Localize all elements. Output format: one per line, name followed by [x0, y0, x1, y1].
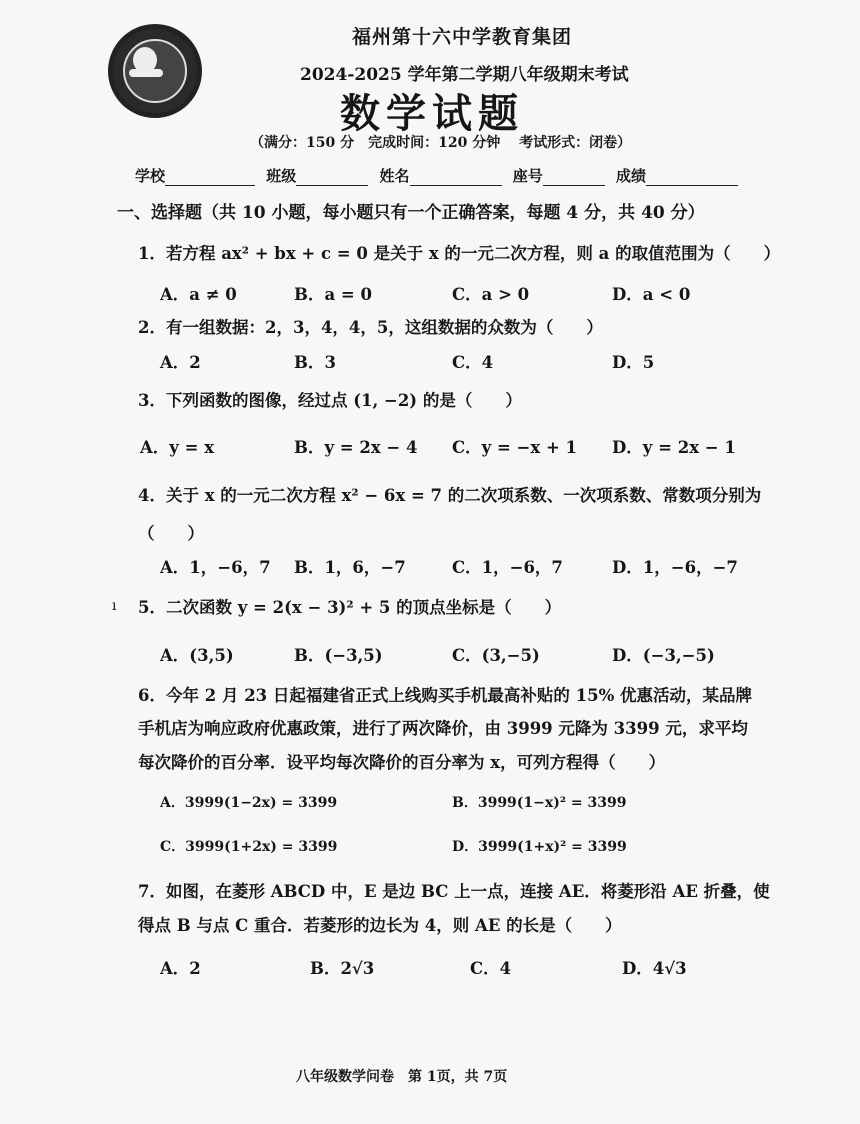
question-1-option-c: C．a > 0 [452, 285, 530, 304]
question-1-option-b: B．a = 0 [294, 285, 372, 304]
question-6-stem: 6．今年 2 月 23 日起福建省正式上线购买手机最高补贴的 15% 优惠活动，某品牌 [138, 686, 753, 705]
question-2-option-b: B．3 [294, 353, 336, 372]
seat-blank[interactable] [543, 171, 605, 186]
question-4-stem: 4．关于 x 的一元二次方程 x² − 6x = 7 的二次项系数、一次项系数、常数项分别为 [138, 486, 762, 505]
question-4-option-d: D．1，−6，−7 [612, 558, 738, 577]
margin-mark: ı [112, 598, 117, 614]
student-info-row [135, 165, 744, 186]
name-blank[interactable] [410, 171, 502, 186]
question-7-option-d: D．4√3 [622, 959, 687, 978]
school-blank[interactable] [165, 171, 255, 186]
name-label: 姓名 [379, 167, 410, 185]
question-1-stem: 1．若方程 ax² + bx + c = 0 是关于 x 的一元二次方程，则 a 的取值范围为（ ） [138, 244, 781, 263]
question-4-option-a: A．1，−6，7 [160, 558, 271, 577]
question-5-option-c: C．(3,−5) [452, 646, 540, 665]
question-7-stem-line-2: 得点 B 与点 C 重合．若菱形的边长为 4，则 AE 的长是（ ） [138, 916, 622, 935]
seat-label: 座号 [512, 167, 543, 185]
class-label: 班级 [266, 167, 297, 185]
question-6-stem-line-3: 每次降价的百分率．设平均每次降价的百分率为 x，可列方程得（ ） [138, 753, 666, 772]
school-label: 学校 [135, 167, 166, 185]
question-5-stem: 5．二次函数 y = 2(x − 3)² + 5 的顶点坐标是（ ） [138, 598, 562, 617]
question-4-stem-line-2: （ ） [138, 524, 204, 543]
question-5-option-d: D．(−3,−5) [612, 646, 715, 665]
question-7-option-c: C．4 [470, 959, 512, 978]
question-2-option-a: A．2 [160, 353, 201, 372]
question-5-option-b: B．(−3,5) [294, 646, 383, 665]
question-4-option-b: B．1，6，−7 [294, 558, 406, 577]
exam-name: 2024-2025 学年第二学期八年级期末考试 [300, 65, 629, 85]
school-group-name: 福州第十六中学教育集团 [352, 26, 573, 48]
question-4-option-c: C．1，−6，7 [452, 558, 563, 577]
question-3-option-b: B．y = 2x − 4 [294, 438, 418, 457]
question-5-option-a: A．(3,5) [160, 646, 234, 665]
exam-info: （满分：150 分 完成时间：120 分钟 考试形式：闭卷） [250, 135, 632, 151]
question-3-option-a: A．y = x [140, 438, 215, 457]
page-title: 数学试题 [340, 90, 524, 137]
question-2-option-c: C．4 [452, 353, 494, 372]
section-heading: 一、选择题（共 10 小题，每小题只有一个正确答案，每题 4 分，共 40 分） [117, 203, 705, 223]
question-7-stem: 7．如图，在菱形 ABCD 中，E 是边 BC 上一点，连接 AE．将菱形沿 AE 折叠，使 [138, 882, 770, 901]
class-blank[interactable] [296, 171, 368, 186]
question-6-option-a: A．3999(1−2x) = 3399 [160, 795, 338, 811]
question-1-option-d: D．a < 0 [612, 285, 691, 304]
question-2-option-d: D．5 [612, 353, 655, 372]
question-3-stem: 3．下列函数的图像，经过点 (1, −2) 的是（ ） [138, 391, 522, 410]
question-7-option-b: B．2√3 [310, 959, 375, 978]
question-6-option-d: D．3999(1+x)² = 3399 [452, 839, 627, 855]
score-blank[interactable] [646, 171, 738, 186]
page-footer: 八年级数学问卷 第 1页，共 7页 [296, 1069, 508, 1085]
question-7-option-a: A．2 [160, 959, 201, 978]
question-1-option-a: A．a ≠ 0 [160, 285, 237, 304]
question-6-stem-line-2: 手机店为响应政府优惠政策，进行了两次降价，由 3999 元降为 3399 元，求平均 [138, 719, 748, 738]
school-seal-logo [108, 24, 202, 118]
score-label: 成绩 [616, 167, 647, 185]
question-3-option-c: C．y = −x + 1 [452, 438, 577, 457]
question-6-option-b: B．3999(1−x)² = 3399 [452, 795, 627, 811]
question-2-stem: 2．有一组数据：2，3，4，4，5，这组数据的众数为（ ） [138, 318, 603, 337]
question-3-option-d: D．y = 2x − 1 [612, 438, 736, 457]
question-6-option-c: C．3999(1+2x) = 3399 [160, 839, 338, 855]
